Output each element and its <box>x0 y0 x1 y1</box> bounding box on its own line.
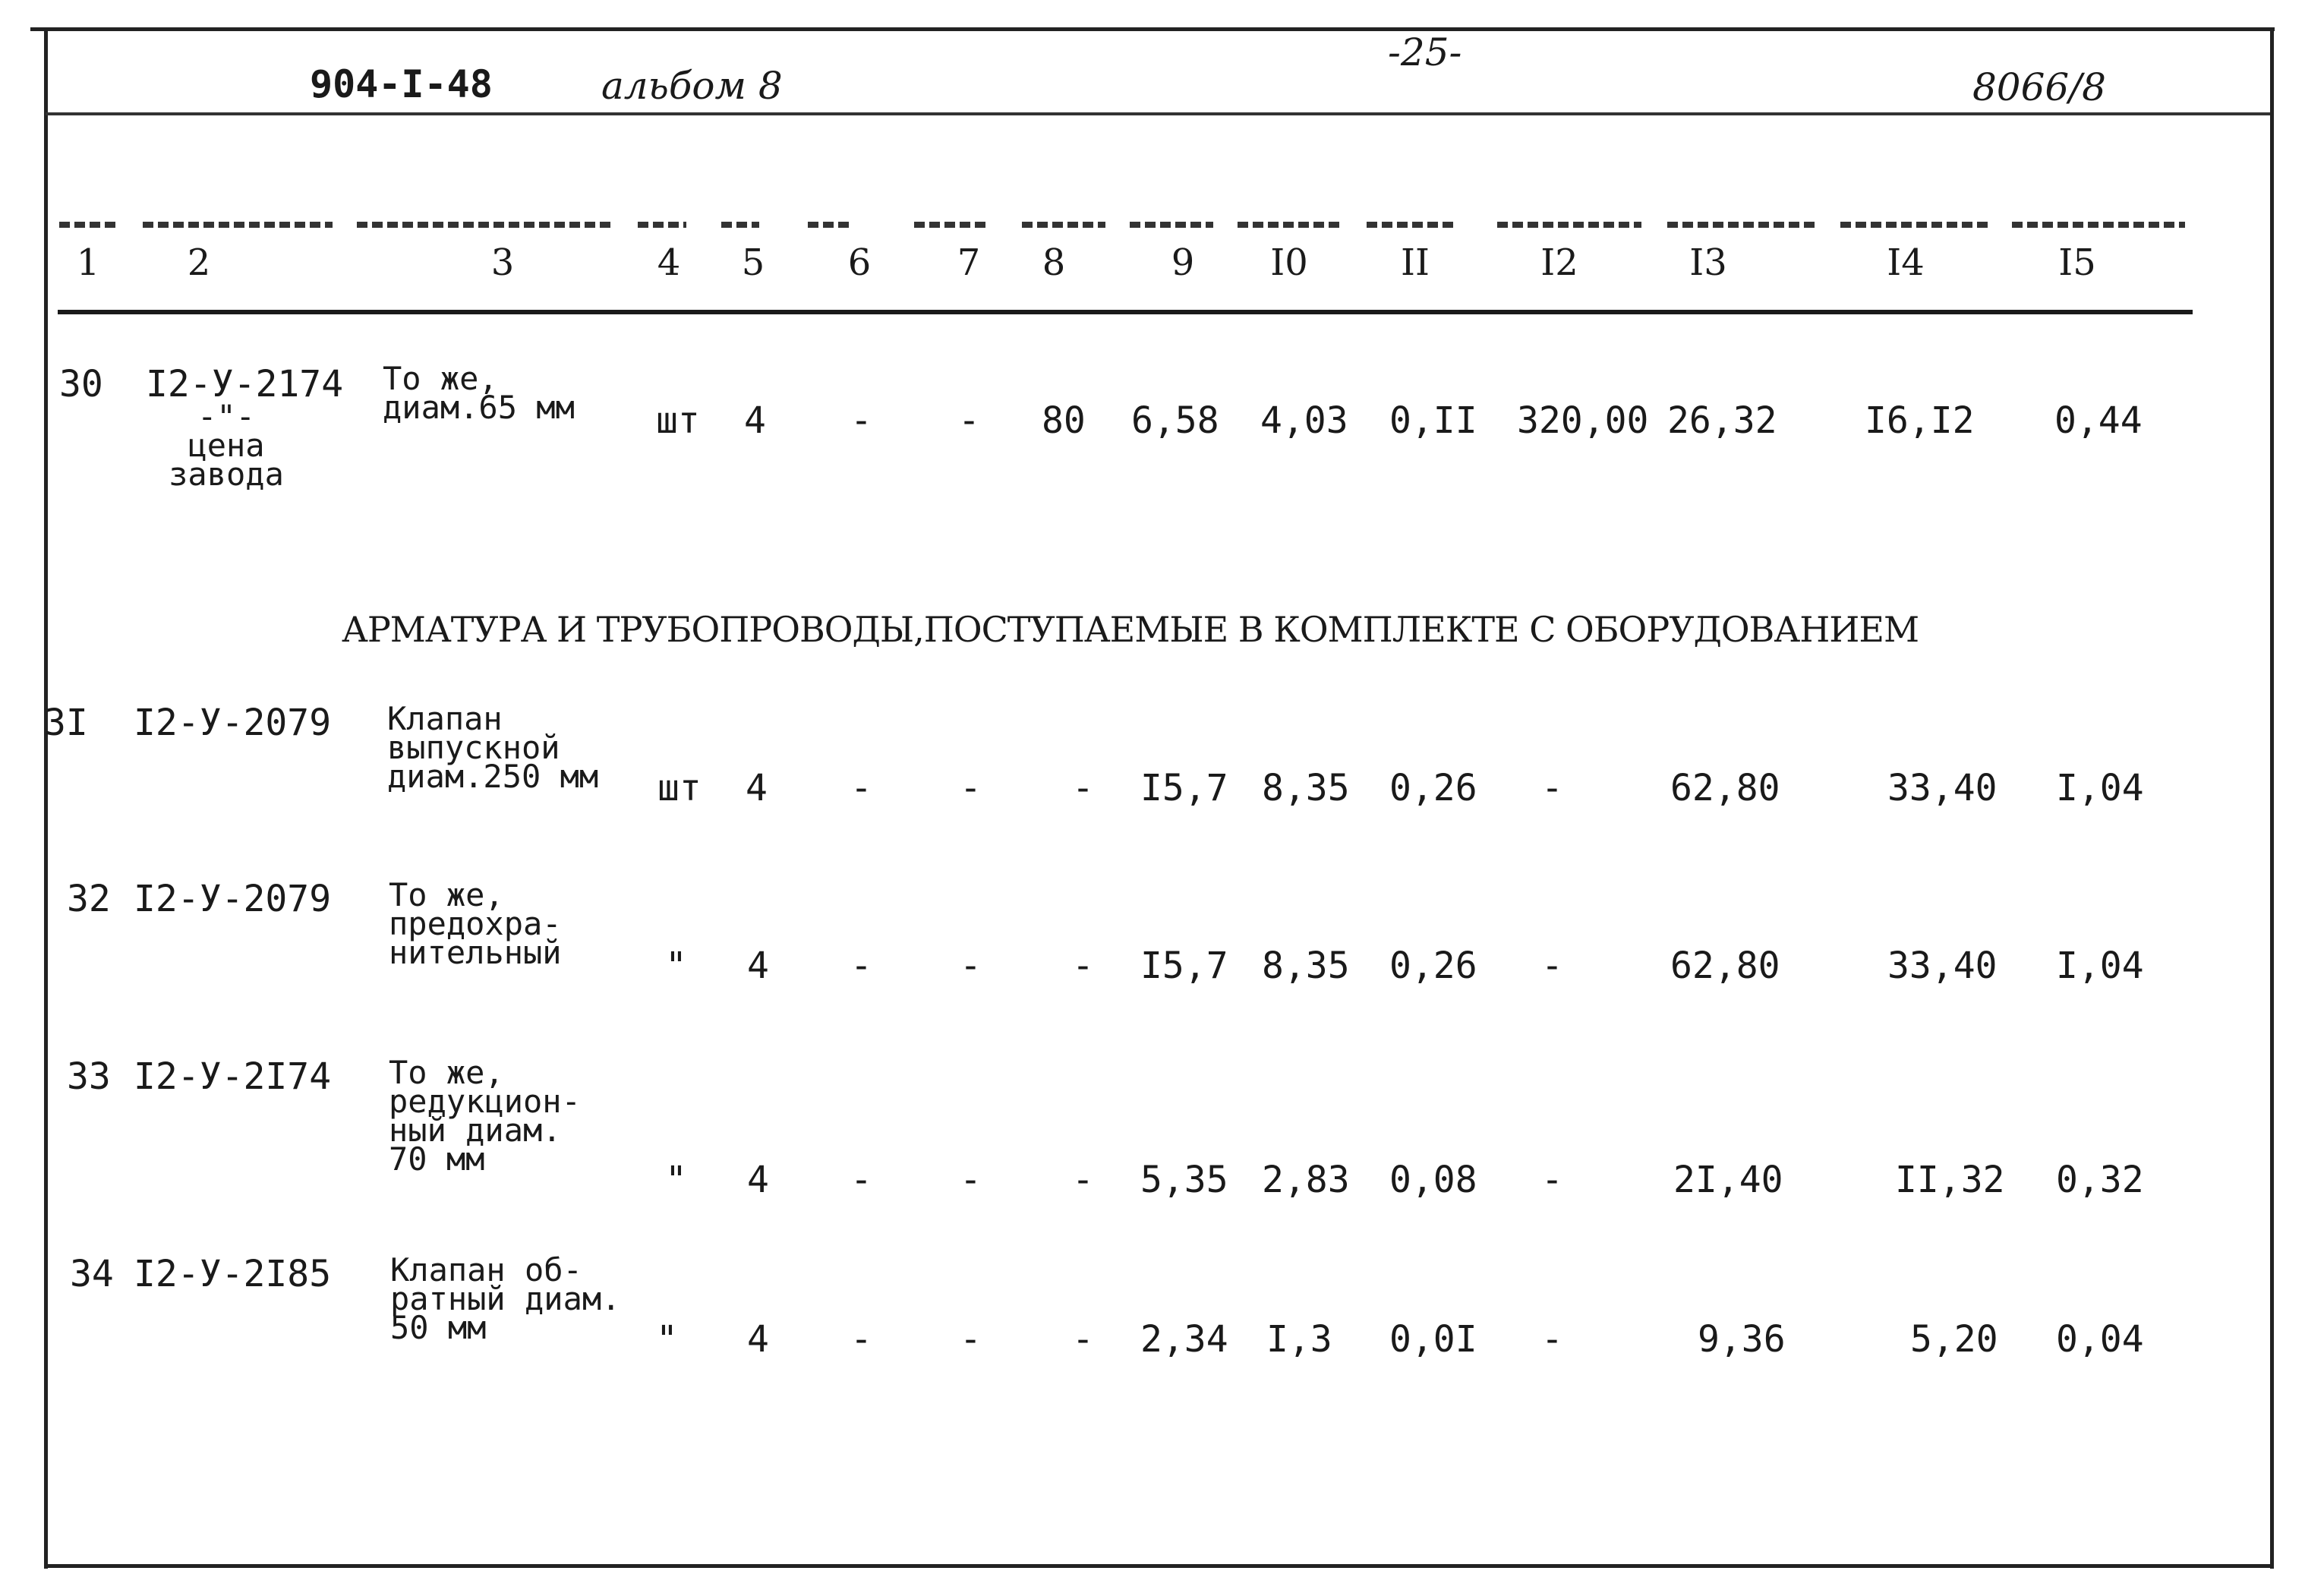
row-32-c9: I5,7 <box>1140 945 1228 987</box>
column-dash-15 <box>2012 222 2185 228</box>
row-30-code-note: -"- цена завода <box>169 398 284 493</box>
row-32-c14: 33,40 <box>1887 945 1998 987</box>
row-31-qty: 4 <box>746 767 768 809</box>
row-34-c7: - <box>960 1318 982 1361</box>
frame-top-border <box>30 27 2275 31</box>
row-31-c9: I5,7 <box>1140 767 1228 809</box>
row-33-code: I2-У-2I74 <box>134 1055 332 1098</box>
row-31-c15: I,04 <box>2056 767 2144 809</box>
row-33-c7: - <box>960 1159 982 1201</box>
row-32-qty: 4 <box>747 945 769 987</box>
col-head-12: I2 <box>1540 241 1578 284</box>
col-head-1: 1 <box>76 241 100 284</box>
column-dash-1 <box>59 222 120 228</box>
reference-number: 8066/8 <box>1972 65 2106 109</box>
row-31-c6: - <box>850 767 872 809</box>
col-head-8: 8 <box>1042 241 1066 284</box>
frame-bottom-border <box>44 1564 2274 1568</box>
row-33-unit: " <box>665 1159 687 1201</box>
row-30-c14: I6,I2 <box>1865 399 1975 442</box>
row-31-c7: - <box>960 767 982 809</box>
row-32-c13: 62,80 <box>1670 945 1780 987</box>
col-head-3: 3 <box>490 241 515 284</box>
frame-right-border <box>2270 27 2274 1569</box>
row-30-description: То же, диам.65 мм <box>383 360 575 426</box>
col-head-5: 5 <box>741 241 765 284</box>
row-32-c6: - <box>850 945 872 987</box>
row-33-description: То же, редукцион- ный диам. 70 мм <box>389 1054 581 1178</box>
row-30-c6: - <box>850 399 872 442</box>
col-head-2: 2 <box>187 241 211 284</box>
col-head-4: 4 <box>657 241 681 284</box>
column-dash-13 <box>1667 222 1816 228</box>
row-30-c11: 0,II <box>1389 399 1477 442</box>
section-title: АРМАТУРА И ТРУБОПРОВОДЫ,ПОСТУПАЕМЫЕ В КОМПЛЕКТЕ С ОБОРУДОВАНИЕМ <box>342 609 1919 650</box>
row-30-c12: 320,00 <box>1517 399 1649 442</box>
row-31-number: 3I <box>44 702 88 744</box>
column-dash-10 <box>1238 222 1344 228</box>
row-33-c14: II,32 <box>1895 1159 2005 1201</box>
column-dash-5 <box>721 222 759 228</box>
row-33-qty: 4 <box>747 1159 769 1201</box>
column-dash-8 <box>1022 222 1105 228</box>
row-32-c7: - <box>960 945 982 987</box>
row-30-qty: 4 <box>744 399 766 442</box>
row-31-c12: - <box>1541 767 1563 809</box>
row-34-code: I2-У-2I85 <box>134 1253 332 1295</box>
column-dash-11 <box>1367 222 1458 228</box>
page-number: -25- <box>1388 30 1462 74</box>
row-30-c8: 80 <box>1042 399 1086 442</box>
frame-left-border <box>44 27 48 1569</box>
row-33-c15: 0,32 <box>2056 1159 2144 1201</box>
row-34-qty: 4 <box>747 1318 769 1361</box>
col-head-9: 9 <box>1171 241 1195 284</box>
row-30-number: 30 <box>59 363 103 405</box>
col-head-10: I0 <box>1270 241 1308 284</box>
row-34-c13: 9,36 <box>1698 1318 1786 1361</box>
column-dash-12 <box>1497 222 1641 228</box>
row-34-c12: - <box>1541 1318 1563 1361</box>
row-31-c13: 62,80 <box>1670 767 1780 809</box>
row-34-c8: - <box>1072 1318 1094 1361</box>
row-33-c9: 5,35 <box>1140 1159 1228 1201</box>
row-31-c11: 0,26 <box>1389 767 1477 809</box>
row-30-c9: 6,58 <box>1131 399 1219 442</box>
row-30-c13: 26,32 <box>1667 399 1777 442</box>
row-32-code: I2-У-2079 <box>134 878 332 920</box>
row-34-c9: 2,34 <box>1140 1318 1228 1361</box>
row-33-c11: 0,08 <box>1389 1159 1477 1201</box>
row-34-unit: " <box>656 1318 678 1361</box>
row-30-c7: - <box>958 399 980 442</box>
column-dash-7 <box>914 222 990 228</box>
column-dash-14 <box>1840 222 1989 228</box>
row-32-c8: - <box>1072 945 1094 987</box>
row-32-c15: I,04 <box>2056 945 2144 987</box>
row-30-c10: 4,03 <box>1260 399 1348 442</box>
row-34-description: Клапан об- ратный диам. 50 мм <box>390 1251 621 1346</box>
row-33-c10: 2,83 <box>1262 1159 1350 1201</box>
column-dash-3 <box>357 222 615 228</box>
row-32-c10: 8,35 <box>1262 945 1350 987</box>
col-head-6: 6 <box>847 241 872 284</box>
column-header-rule <box>58 310 2193 314</box>
row-31-description: Клапан выпускной диам.250 мм <box>387 700 599 795</box>
col-head-15: I5 <box>2058 241 2096 284</box>
row-34-c14: 5,20 <box>1910 1318 1998 1361</box>
col-head-7: 7 <box>957 241 981 284</box>
row-32-unit: " <box>665 945 687 987</box>
row-30-unit: шт <box>656 399 700 442</box>
doc-code: 904-I-48 <box>310 62 493 106</box>
column-dash-6 <box>808 222 853 228</box>
row-33-c8: - <box>1072 1159 1094 1201</box>
row-34-c10: I,3 <box>1266 1318 1332 1361</box>
album-label: альбом 8 <box>601 64 783 108</box>
row-31-c8: - <box>1072 767 1094 809</box>
column-dash-2 <box>143 222 333 228</box>
row-31-code: I2-У-2079 <box>134 702 332 744</box>
col-head-13: I3 <box>1689 241 1727 284</box>
col-head-11: II <box>1401 241 1430 284</box>
row-32-c11: 0,26 <box>1389 945 1477 987</box>
row-33-number: 33 <box>67 1055 111 1098</box>
row-34-c15: 0,04 <box>2056 1318 2144 1361</box>
header-rule <box>46 112 2270 115</box>
row-31-c10: 8,35 <box>1262 767 1350 809</box>
column-dash-9 <box>1130 222 1213 228</box>
row-32-c12: - <box>1541 945 1563 987</box>
row-34-number: 34 <box>70 1253 114 1295</box>
row-33-c12: - <box>1541 1159 1563 1201</box>
row-33-c13: 2I,40 <box>1673 1159 1783 1201</box>
row-32-description: То же, предохра- нительный <box>389 876 562 971</box>
col-head-14: I4 <box>1887 241 1925 284</box>
row-34-c6: - <box>850 1318 872 1361</box>
row-32-number: 32 <box>67 878 111 920</box>
row-30-code: I2-У-2174 <box>146 363 344 405</box>
row-31-c14: 33,40 <box>1887 767 1998 809</box>
row-31-unit: шт <box>657 767 702 809</box>
row-30-c15: 0,44 <box>2054 399 2143 442</box>
column-dash-4 <box>638 222 686 228</box>
row-34-c11: 0,0I <box>1389 1318 1477 1361</box>
row-33-c6: - <box>850 1159 872 1201</box>
